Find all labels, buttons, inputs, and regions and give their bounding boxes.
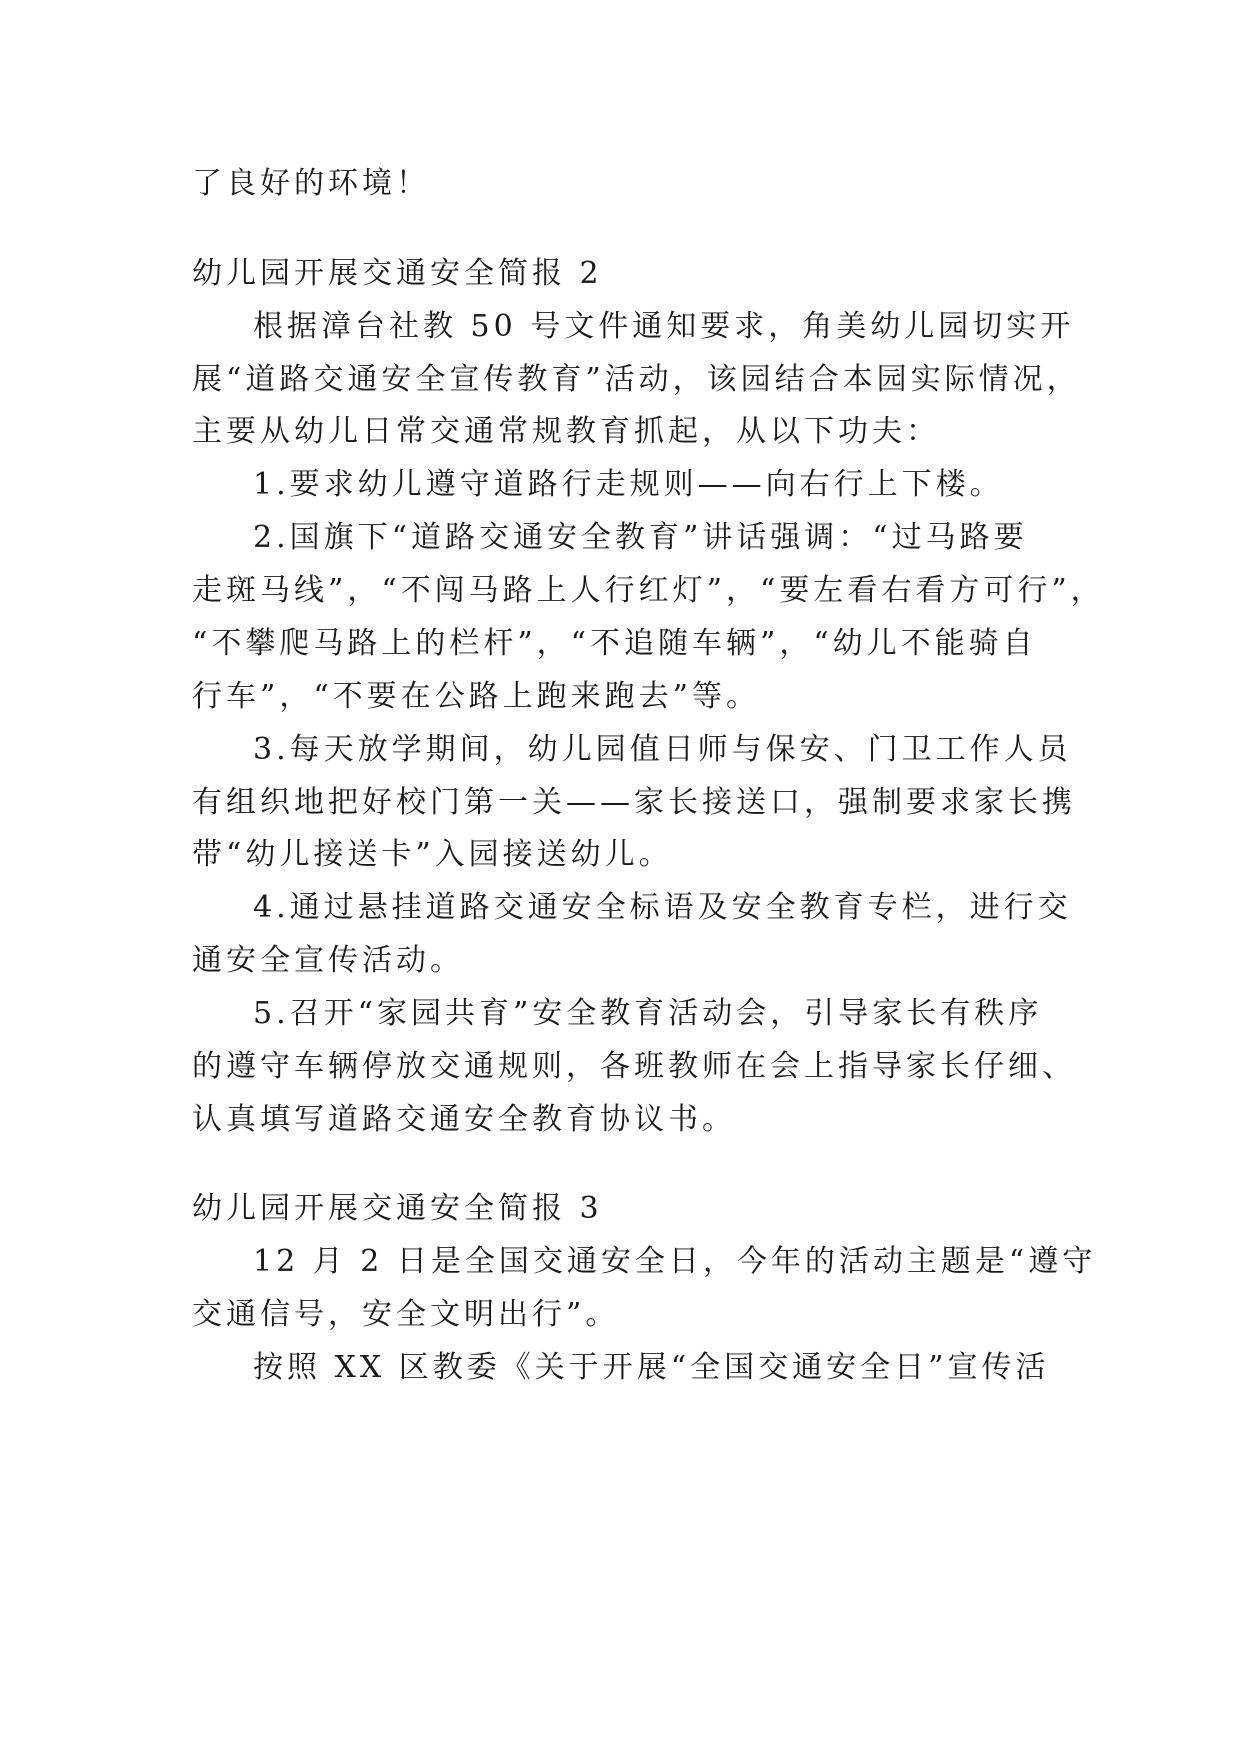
- section-heading: 幼儿园开展交通安全简报 2: [192, 256, 603, 291]
- text-line: 12 月 2 日是全国交通安全日，今年的活动主题是“遵守: [253, 1244, 1097, 1279]
- text-line: 2.国旗下“道路交通安全教育”讲话强调：“过马路要: [253, 520, 1028, 555]
- text-line: 1.要求幼儿遵守道路行走规则——向右行上下楼。: [253, 467, 1004, 502]
- text-line: 展“道路交通安全宣传教育”活动，该园结合本园实际情况，: [192, 362, 1081, 397]
- text-line: 5.召开“家园共育”安全教育活动会，引导家长有秩序: [253, 996, 1043, 1031]
- text-line: 的遵守车辆停放交通规则，各班教师在会上指导家长仔细、: [192, 1049, 1076, 1084]
- text-line: 有组织地把好校门第一关——家长接送口，强制要求家长携: [192, 785, 1076, 820]
- text-line: “不攀爬马路上的栏杆”，“不追随车辆”，“幼儿不能骑自: [192, 626, 1037, 661]
- text-line: 通安全宣传活动。: [192, 943, 464, 978]
- text-line: 主要从幼儿日常交通常规教育抓起，从以下功夫：: [192, 414, 940, 449]
- text-line: 行车”，“不要在公路上跑来跑去”等。: [192, 679, 761, 714]
- text-line: 3.每天放学期间，幼儿园值日师与保安、门卫工作人员: [253, 732, 1072, 767]
- section-heading: 幼儿园开展交通安全简报 3: [192, 1191, 603, 1226]
- text-line: 根据漳台社教 50 号文件通知要求，角美幼儿园切实开: [253, 309, 1075, 344]
- text-line: 了良好的环境！: [192, 166, 430, 201]
- text-line: 按照 XX 区教委《关于开展“全国交通安全日”宣传活: [253, 1350, 1050, 1385]
- text-line: 认真填写道路交通安全教育协议书。: [192, 1102, 736, 1137]
- text-line: 走斑马线”，“不闯马路上人行红灯”，“要左看右看方可行”，: [192, 573, 1105, 608]
- text-line: 交通信号，安全文明出行”。: [192, 1297, 620, 1332]
- text-line: 带“幼儿接送卡”入园接送幼儿。: [192, 837, 673, 872]
- text-line: 4.通过悬挂道路交通安全标语及安全教育专栏，进行交: [253, 890, 1072, 925]
